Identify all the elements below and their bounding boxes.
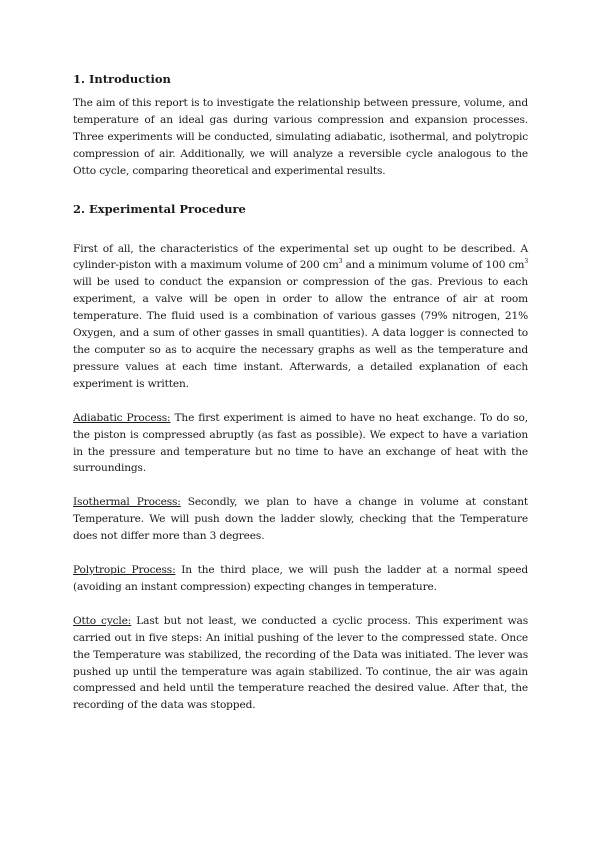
procedure-paragraph <box>73 241 528 393</box>
otto-cycle-text: Last but not least, we conducted a cyclic process. This experiment was carried out in five steps: An initial pushing of the lever to the compressed state. Once the Temperature was stabilized, the recording of the Data was initiated. The lever was pushed up until the temperature was again stabilized. To continue, the air was again compressed and held until the temperature reached the desired value. After that, the recording of the data was stopped. <box>73 614 528 712</box>
isothermal-text: Secondly, we plan to have a change in volume at constant Temperature. We will push down the ladder slowly, checking that the Temperature does not differ more than 3 degrees. <box>73 496 528 543</box>
procedure-heading: 2. Experimental Procedure <box>73 201 246 216</box>
cubic-superscript-1: 3 <box>338 257 343 265</box>
otto-cycle-label: Otto cycle: <box>73 614 132 627</box>
procedure-text-3: will be used to conduct the expansion or compression of the gas. Previous to each experiment, a valve will be open in order to allow the entrance of air at room temperature. The fluid used is a combination of various gasses (79% nitrogen, 21% Oxygen, and a sum of other gasses in small quantities). A data logger is connected to the computer so as to acquire the necessary graphs as well as the temperature and pressure values at each time instant. Afterwards, a detailed explanation of each experiment is written. <box>73 276 528 390</box>
cubic-superscript-2: 3 <box>524 257 528 265</box>
otto-cycle-paragraph <box>73 613 528 714</box>
procedure-text-2: and a minimum volume of 100 cm <box>342 259 525 272</box>
polytropic-text: In the third place, we will push the ladder at a normal speed (avoiding an instant compression) expecting changes in temperature. <box>73 564 528 593</box>
adiabatic-text: The first experiment is aimed to have no heat exchange. To do so, the piston is compressed abruptly (as fast as possible). We expect to have a variation in the pressure and temperature but no time to have an exchange of heat with the surroundings. <box>73 411 528 475</box>
adiabatic-label: Adiabatic Process: <box>73 411 171 424</box>
polytropic-label: Polytropic Process: <box>73 564 176 577</box>
introduction-heading: 1. Introduction <box>73 72 171 86</box>
introduction-paragraph: The aim of this report is to investigate the relationship between pressure, volume, and temperature of an ideal gas during various compression and expansion processes. Three experiments will be conducted, simulating adiabatic, isothermal, and polytropic compression of air. Additionally, we will analyze a reversible cycle analogous to the Otto cycle, comparing theoretical and experimental results. <box>73 97 528 177</box>
document-page <box>73 71 528 714</box>
isothermal-label: Isothermal Process: <box>73 496 181 509</box>
adiabatic-paragraph <box>73 410 528 478</box>
isothermal-paragraph <box>73 494 528 545</box>
procedure-text-1: First of all, the characteristics of the experimental set up ought to be described. A cylinder-piston with a maximum volume of 200 cm <box>73 242 528 272</box>
polytropic-paragraph <box>73 562 528 596</box>
